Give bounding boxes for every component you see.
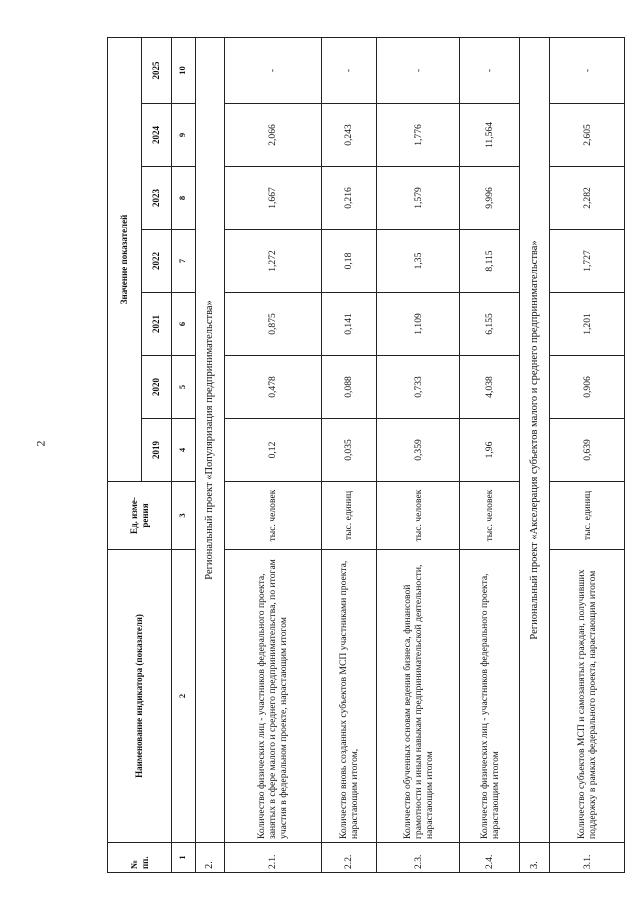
table-row: [550, 37, 625, 872]
header-values: Значение показателей: [108, 37, 142, 481]
value-cell: 1,579: [377, 167, 460, 230]
value-cell: 2,605: [550, 104, 625, 167]
value-cell: 0,478: [225, 356, 321, 419]
section-number: 2.: [195, 843, 225, 873]
value-cell: 0,875: [225, 293, 321, 356]
header-name: Наименование индикатора (показателя): [108, 550, 172, 843]
value-cell: 0,243: [321, 104, 377, 167]
value-cell: 1,35: [377, 230, 460, 293]
value-cell: -: [460, 37, 520, 103]
row-number: 2.3.: [377, 843, 460, 873]
row-number: 2.4.: [460, 843, 520, 873]
indicator-name: Количество физических лиц - участников федерального проекта, нарастающим итогом: [460, 550, 520, 843]
header-year: 2023: [142, 167, 172, 230]
column-number: 9: [172, 104, 196, 167]
header-year: 2022: [142, 230, 172, 293]
value-cell: 1,109: [377, 293, 460, 356]
header-year: 2019: [142, 419, 172, 482]
section-number: 3.: [520, 843, 550, 873]
table-row: [225, 37, 321, 872]
column-number: 2: [172, 550, 196, 843]
row-number: 2.2.: [321, 843, 377, 873]
value-cell: 2,282: [550, 167, 625, 230]
section-row: [195, 37, 225, 872]
value-cell: 1,96: [460, 419, 520, 482]
rotated-table-container: [107, 38, 625, 873]
header-year: 2024: [142, 104, 172, 167]
column-number: 8: [172, 167, 196, 230]
value-cell: 0,359: [377, 419, 460, 482]
column-number: 6: [172, 293, 196, 356]
section-title: Региональный проект «Популяризация предпринимательства»: [195, 37, 225, 842]
indicator-name: Количество вновь созданных субъектов МСП участниками проекта, нарастающим итогом,: [321, 550, 377, 843]
value-cell: 1,667: [225, 167, 321, 230]
unit-cell: тыс. человек: [225, 482, 321, 550]
value-cell: 0,141: [321, 293, 377, 356]
value-cell: 11,564: [460, 104, 520, 167]
value-cell: 1,776: [377, 104, 460, 167]
value-cell: -: [225, 37, 321, 103]
value-cell: 0,18: [321, 230, 377, 293]
row-number: 3.1.: [550, 843, 625, 873]
page-number: 2: [33, 440, 48, 447]
value-cell: -: [321, 37, 377, 103]
header-num: № пп.: [108, 843, 172, 873]
header-unit: Ед. изме-рения: [108, 482, 172, 550]
header-year: 2020: [142, 356, 172, 419]
value-cell: 0,733: [377, 356, 460, 419]
value-cell: 1,201: [550, 293, 625, 356]
value-cell: 9,996: [460, 167, 520, 230]
value-cell: 0,12: [225, 419, 321, 482]
table-row: [377, 37, 460, 872]
value-cell: 0,906: [550, 356, 625, 419]
table-row: [321, 37, 377, 872]
value-cell: -: [550, 37, 625, 103]
indicator-name: Количество обученных основам ведения бизнеса, финансовой грамотности и иным навыкам предпринимательской деятельности, нарастающим итогом: [377, 550, 460, 843]
column-number: 4: [172, 419, 196, 482]
column-number: 7: [172, 230, 196, 293]
value-cell: -: [377, 37, 460, 103]
unit-cell: тыс. единиц: [550, 482, 625, 550]
section-row: [520, 37, 550, 872]
column-number: 3: [172, 482, 196, 550]
section-title: Региональный проект «Акселерация субъектов малого и среднего предпринимательства»: [520, 37, 550, 842]
header-year: 2025: [142, 37, 172, 103]
row-number: 2.1.: [225, 843, 321, 873]
value-cell: 8,115: [460, 230, 520, 293]
value-cell: 0,639: [550, 419, 625, 482]
indicator-name: Количество физических лиц - участников федерального проекта, занятых в сфере малого и среднего предпринимательства, по итогам участия в федеральном проекте, нарастающим итогом: [225, 550, 321, 843]
header-year: 2021: [142, 293, 172, 356]
table-row: [460, 37, 520, 872]
value-cell: 4,038: [460, 356, 520, 419]
value-cell: 0,088: [321, 356, 377, 419]
value-cell: 1,727: [550, 230, 625, 293]
value-cell: 6,155: [460, 293, 520, 356]
value-cell: 0,216: [321, 167, 377, 230]
indicator-name: Количество субъектов МСП и самозанятых граждан, получивших поддержку в рамках федерального проекта, нарастающим итогом: [550, 550, 625, 843]
column-number: 5: [172, 356, 196, 419]
column-numbering-row: [172, 37, 196, 872]
unit-cell: тыс. человек: [460, 482, 520, 550]
value-cell: 1,272: [225, 230, 321, 293]
column-number: 1: [172, 843, 196, 873]
unit-cell: тыс. единиц: [321, 482, 377, 550]
indicators-table: [107, 37, 625, 873]
unit-cell: тыс. человек: [377, 482, 460, 550]
value-cell: 0,035: [321, 419, 377, 482]
column-number: 10: [172, 37, 196, 103]
value-cell: 2,066: [225, 104, 321, 167]
